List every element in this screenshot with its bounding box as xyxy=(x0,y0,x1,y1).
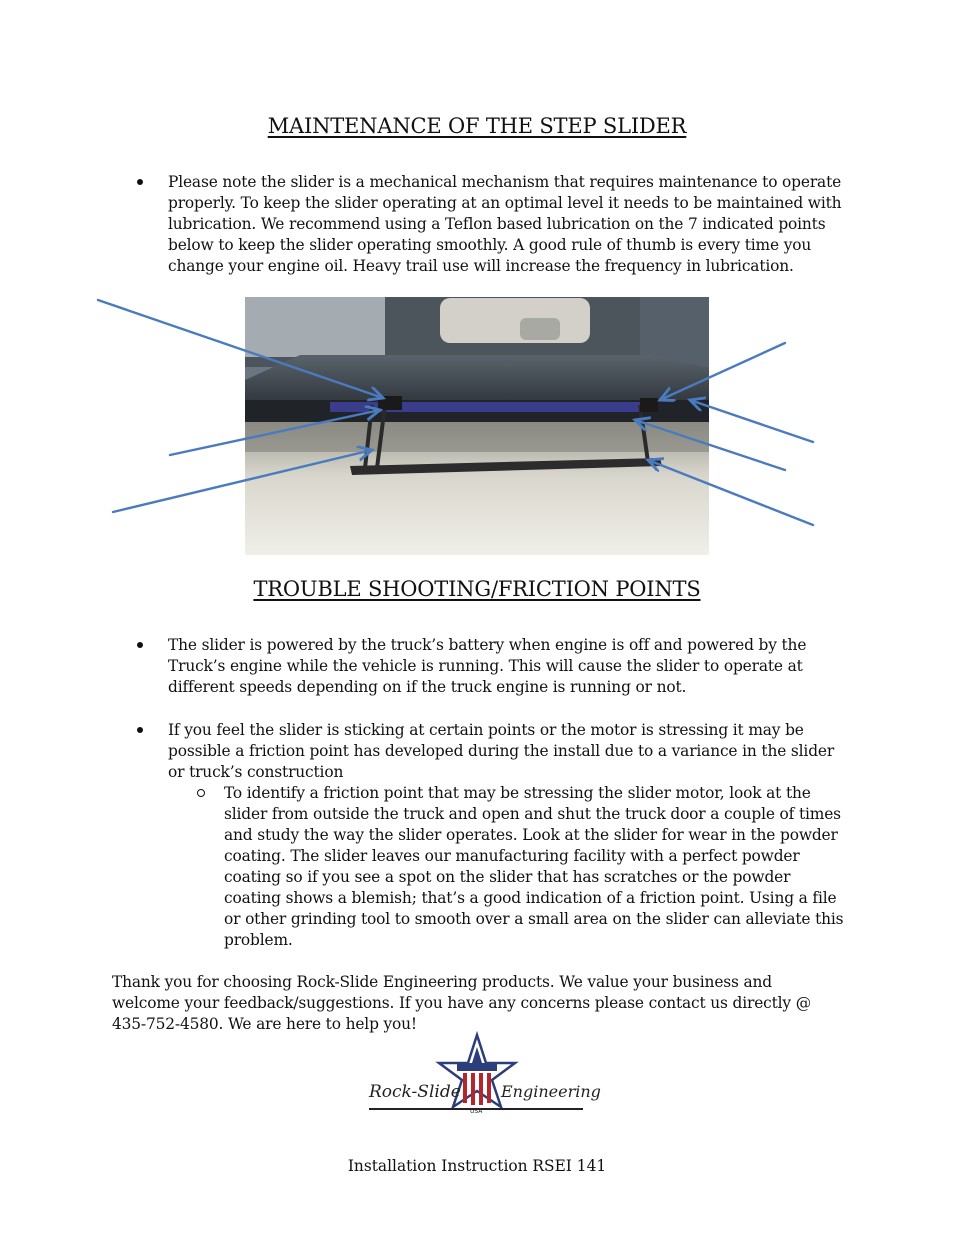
maintenance-title: MAINTENANCE OF THE STEP SLIDER xyxy=(267,114,687,138)
troubleshooting-bullet xyxy=(137,635,837,701)
troubleshooting-bullet-text: The slider is powered by the truck’s battery when engine is off and powered by the Truck’s engine while the vehicle is running. This will cause the slider to operate at different speeds depending on if the truck engine is running or not. xyxy=(168,636,807,696)
troubleshooting-bullet xyxy=(137,720,837,786)
maintenance-bullet-text: Please note the slider is a mechanical mechanism that requires maintenance to operate properly. To keep the slider operating at an optimal level it needs to be maintained with lubrication. We recommend using a Teflon based lubrication on the 7 indicated points below to keep the slider operating smoothly. A good rule of thumb is every time you change your engine oil. Heavy trail use will increase the frequency in lubrication. xyxy=(168,173,842,275)
troubleshooting-bullet-text: If you feel the slider is sticking at certain points or the motor is stressing it may be possible a friction point has developed during the install due to a variance in the slider or truck’s construction xyxy=(168,721,835,781)
closing-paragraph: Thank you for choosing Rock-Slide Engineering products. We value your business and welcome your feedback/suggestions. If you have any concerns please contact us directly @ 435-752-4580. We are here to help you! xyxy=(112,973,811,1033)
svg-text:Rock-Slide: Rock-Slide xyxy=(369,1082,461,1102)
troubleshooting-title: TROUBLE SHOOTING/FRICTION POINTS xyxy=(253,577,701,601)
troubleshooting-sub-bullet-text: To identify a friction point that may be stressing the slider motor, look at the slider from outside the truck and open and shut the truck door a couple of times and study the way the slider operates. Look at the slider for wear in the powder coating. The slider leaves our manufacturing facility with a perfect powder coating so if you see a spot on the slider that has scratches or the powder coating shows a blemish; that’s a good indication of a friction point. Using a file or other grinding tool to smooth over a small area on the slider can alleviate this problem. xyxy=(224,784,844,949)
photo-image xyxy=(245,297,709,555)
bullet-icon xyxy=(137,642,143,648)
slider-photo xyxy=(0,0,954,560)
svg-text:Engineering: Engineering xyxy=(501,1082,601,1101)
circle-bullet-icon xyxy=(197,789,205,797)
svg-text:USA: USA xyxy=(470,1108,483,1115)
troubleshooting-sub-bullet xyxy=(197,783,857,953)
footer-text: Installation Instruction RSEI 141 xyxy=(347,1157,607,1175)
company-logo xyxy=(365,1033,601,1115)
bullet-icon xyxy=(137,727,143,733)
